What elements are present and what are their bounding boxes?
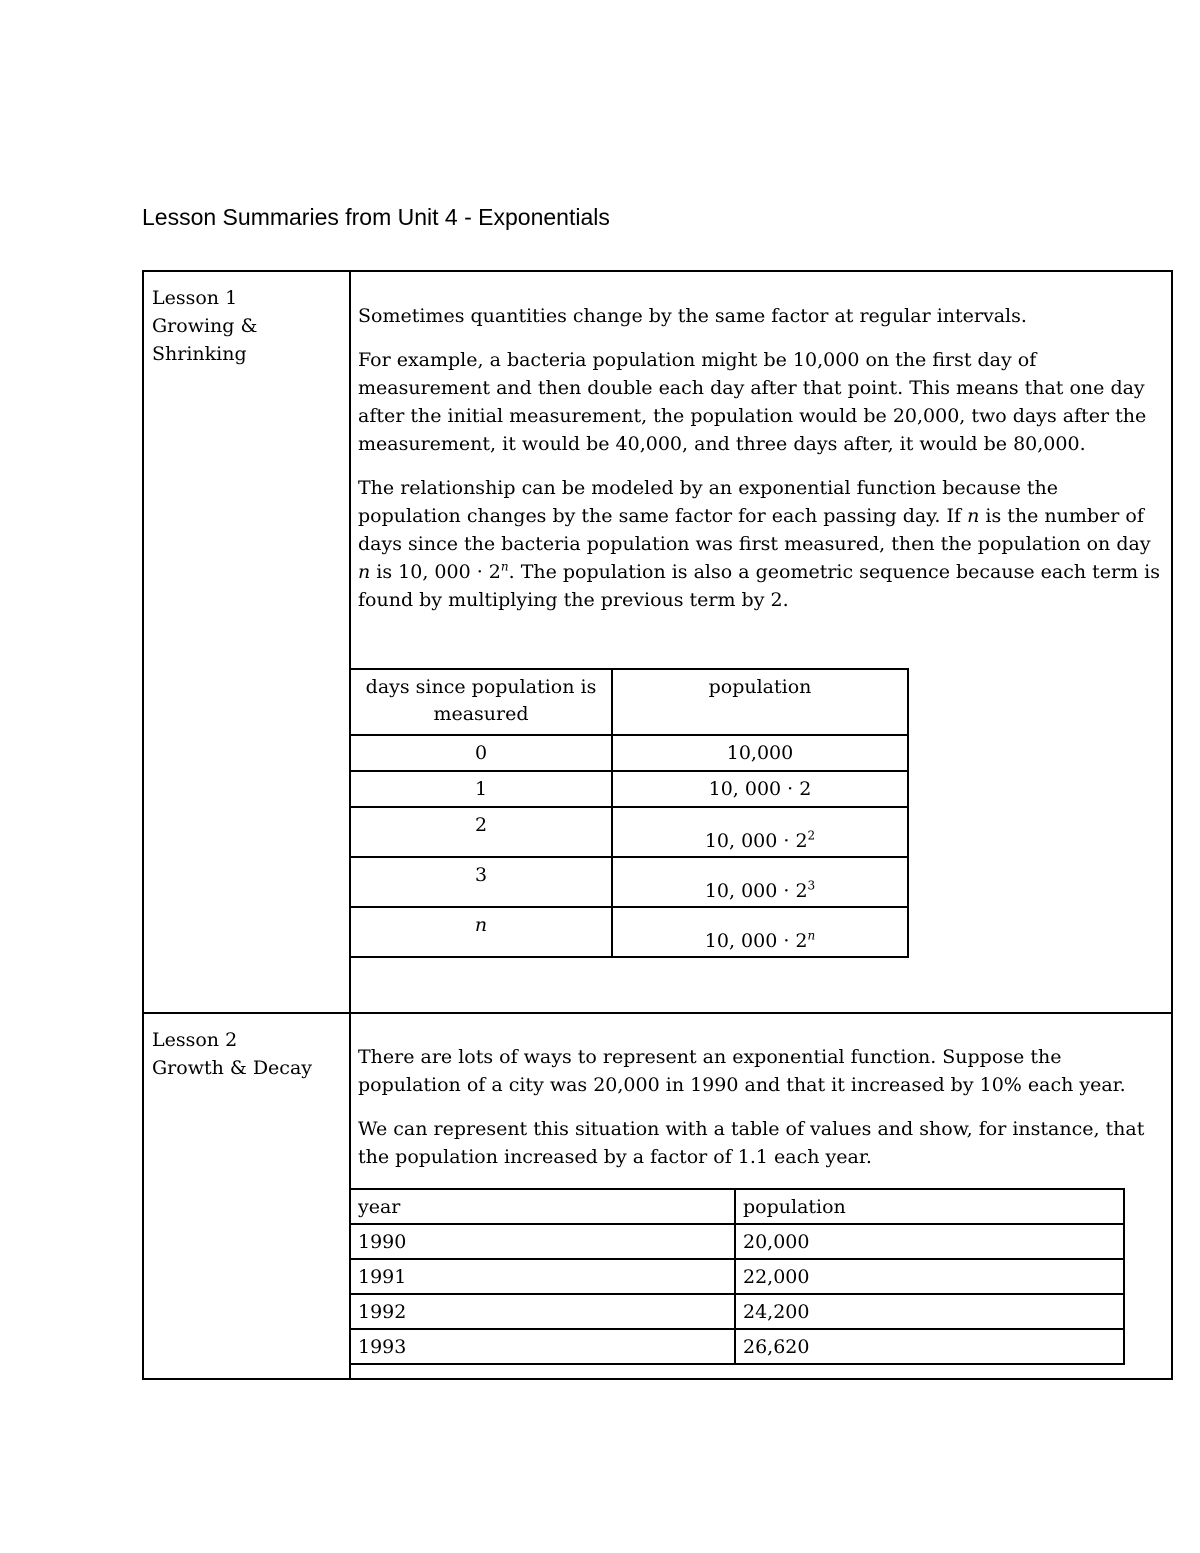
table-row (350, 907, 908, 957)
year-cell: 1992 (350, 1294, 735, 1329)
lesson2-paragraph-1: There are lots of ways to represent an exponential function. Suppose the population of a city was 20,000 in 1990 and that it increased by 10% each year. (358, 1046, 1126, 1096)
days-cell: 0 (350, 735, 612, 771)
population-cell: 22,000 (735, 1259, 1124, 1294)
population-value: 10, 000 · 2 (708, 778, 812, 800)
lesson1-title-line2: Shrinking (152, 343, 247, 365)
table-header-row (350, 1189, 1124, 1224)
lesson2-label (152, 1026, 342, 1082)
variable-n: n (358, 561, 371, 583)
days-cell: 3 (350, 857, 612, 907)
formula-exponent: n (500, 559, 509, 574)
year-cell: 1991 (350, 1259, 735, 1294)
table-row (350, 1259, 1124, 1294)
population-value: 10, 000 · 2 (704, 930, 808, 952)
lesson1-paragraph-2: For example, a bacteria population might be 10,000 on the first day of measurement and then double each day after that point. This means that one day after the initial measurement, the population would be 20,000, two days after the measurement, it would be 40,000, and three days after, it would be 80,000. (358, 349, 1147, 455)
formula-base: 10, 000 · 2 (398, 561, 501, 583)
header-population: population (612, 669, 908, 735)
table-row (350, 735, 908, 771)
text-run: is (370, 561, 399, 583)
header-population: population (735, 1189, 1124, 1224)
table-row (350, 1294, 1124, 1329)
year-cell: 1993 (350, 1329, 735, 1364)
table-row (350, 1224, 1124, 1259)
population-cell (612, 735, 908, 771)
lesson1-label (152, 284, 342, 368)
table-row (350, 807, 908, 857)
lesson2-title: Growth & Decay (152, 1057, 313, 1079)
lesson1-paragraph-3 (358, 474, 1166, 614)
lesson1-number: Lesson 1 (152, 287, 238, 309)
days-cell: n (350, 907, 612, 957)
table-row (350, 771, 908, 807)
lesson1-paragraph-1: Sometimes quantities change by the same factor at regular intervals. (358, 305, 1027, 327)
formula (398, 561, 508, 583)
text-run: . The population is also a geometric sequence because each term is found by multiplying the previous term by 2. (358, 561, 1160, 611)
table-row (350, 857, 908, 907)
population-cell (612, 907, 908, 957)
text-run: The relationship can be modeled by an exponential function because the population changes by the same factor for each passing day. If (358, 477, 1058, 527)
population-cell: 24,200 (735, 1294, 1124, 1329)
population-cell (612, 857, 908, 907)
lesson1-title-line1: Growing & (152, 315, 258, 337)
header-days: days since population is measured (350, 669, 612, 735)
population-exponent: 2 (807, 828, 816, 843)
days-cell: 1 (350, 771, 612, 807)
population-cell (612, 807, 908, 857)
lesson2-number: Lesson 2 (152, 1029, 238, 1051)
page-title: Lesson Summaries from Unit 4 - Exponentials (142, 204, 610, 230)
city-population-table (349, 1188, 1125, 1365)
population-value: 10,000 (726, 742, 794, 764)
population-value: 10, 000 · 2 (704, 880, 808, 902)
text-run: is the number of days since the bacteria population was first measured, then the population on day (358, 505, 1151, 555)
population-exponent: n (807, 928, 816, 943)
lesson-summary-table (142, 270, 1173, 1380)
lesson2-content (358, 1043, 1166, 1187)
row-divider (144, 1012, 1171, 1014)
bacteria-population-table (349, 668, 909, 958)
population-cell (612, 771, 908, 807)
lesson2-paragraph-2: We can represent this situation with a table of values and show, for instance, that the population increased by a factor of 1.1 each year. (358, 1118, 1145, 1168)
table-row (350, 1329, 1124, 1364)
population-value: 10, 000 · 2 (704, 830, 808, 852)
population-cell: 26,620 (735, 1329, 1124, 1364)
days-cell: 2 (350, 807, 612, 857)
lesson1-content (358, 302, 1166, 630)
table-header-row (350, 669, 908, 735)
year-cell: 1990 (350, 1224, 735, 1259)
variable-n: n (967, 505, 980, 527)
population-cell: 20,000 (735, 1224, 1124, 1259)
population-exponent: 3 (807, 878, 816, 893)
header-year: year (350, 1189, 735, 1224)
